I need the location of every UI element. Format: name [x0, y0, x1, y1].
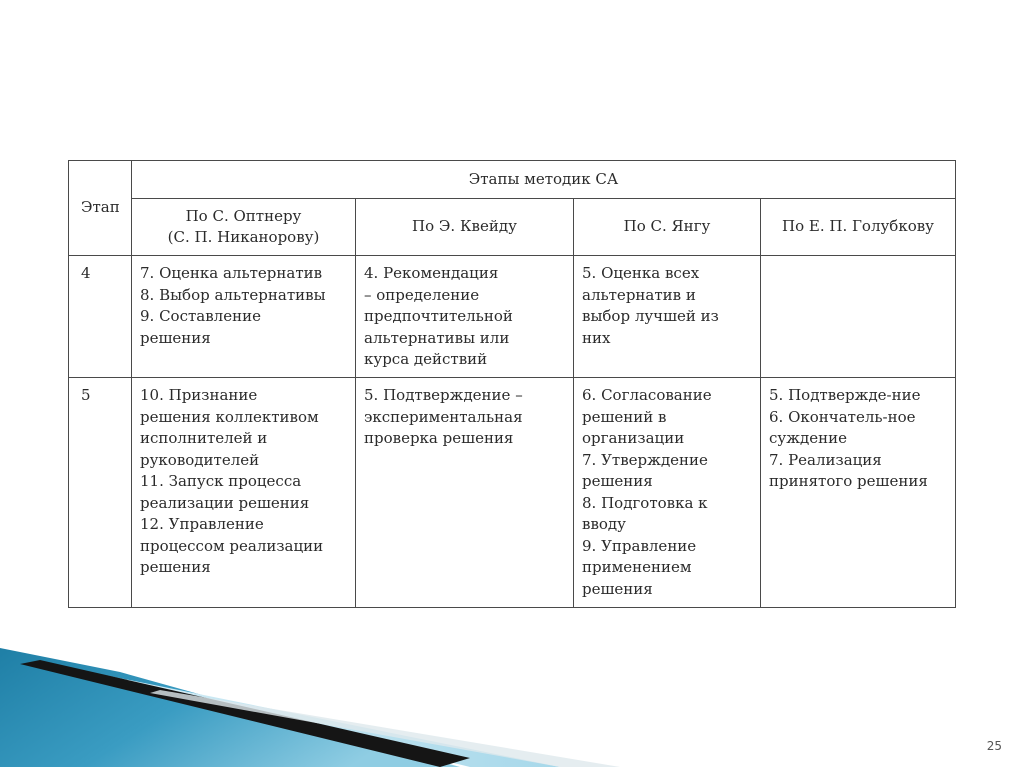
stage-cell: 4: [69, 256, 132, 378]
cell-line: вводу: [582, 515, 626, 533]
cell-line: решения: [582, 579, 653, 598]
header-line: По С. Оптнеру: [185, 206, 302, 225]
table-cell: [132, 256, 356, 378]
cell-line: решения коллективом: [140, 407, 319, 426]
cell-line: 8. Выбор альтернативы: [140, 285, 326, 304]
cell-line: проверка решения: [364, 429, 514, 447]
cell-line: 10. Признание: [140, 386, 258, 404]
cell-line: экспериментальная: [364, 407, 523, 426]
cell-line: процессом реализации: [140, 536, 324, 555]
cell-line: применением: [582, 558, 692, 576]
cell-line: курса действий: [364, 350, 488, 368]
table-row: [69, 256, 956, 378]
table-row: [69, 378, 956, 608]
cell-line: альтернатив и: [582, 285, 696, 304]
cell-line: 4. Рекомендация: [364, 264, 499, 282]
band-pale-stripe: [150, 690, 620, 767]
cell-line: решения: [140, 558, 211, 576]
cell-line: 5. Подтвержде-ние: [769, 386, 921, 404]
table-cell: [356, 256, 574, 378]
methods-table: [68, 160, 956, 608]
header-line: (С. П. Никанорову): [167, 228, 320, 246]
cell-line: альтернативы или: [364, 328, 510, 347]
cell-line: руководителей: [140, 450, 260, 469]
table-cell-empty: [761, 256, 956, 378]
column-header: [132, 199, 356, 256]
cell-line: исполнителей и: [140, 429, 268, 447]
table-cell: [574, 256, 761, 378]
header-line: По Э. Квейду: [412, 217, 517, 236]
cell-line: 5. Подтверждение –: [364, 386, 523, 404]
header-line: По С. Янгу: [623, 217, 711, 236]
cell-line: 7. Оценка альтернатив: [140, 264, 323, 282]
cell-line: реализации решения: [140, 493, 310, 512]
cell-line: 9. Составление: [140, 307, 261, 325]
table-cell: [356, 378, 574, 608]
cell-line: 5. Оценка всех: [582, 264, 700, 282]
cell-line: 6. Окончатель-ное: [769, 407, 916, 426]
cell-line: 6. Согласование: [582, 386, 712, 404]
cell-line: решения: [582, 472, 653, 490]
stage-cell: 5: [69, 378, 132, 608]
band-dark-stripe: [20, 660, 470, 767]
band-blue-shape: [0, 648, 460, 767]
column-header: [356, 199, 574, 256]
cell-line: организации: [582, 429, 685, 447]
cell-line: них: [582, 328, 611, 347]
cell-line: 11. Запуск процесса: [140, 472, 302, 490]
table-cell: [132, 378, 356, 608]
stage-header: Этап: [69, 161, 132, 256]
column-header: [761, 199, 956, 256]
cell-line: предпочтительной: [364, 307, 513, 325]
header-line: По Е. П. Голубкову: [782, 217, 935, 236]
cell-line: суждение: [769, 429, 848, 447]
column-header: [574, 199, 761, 256]
cell-line: – определение: [364, 285, 480, 304]
cell-line: 9. Управление: [582, 536, 697, 555]
cell-line: выбор лучшей из: [582, 307, 719, 325]
cell-line: 12. Управление: [140, 515, 264, 533]
group-header: Этапы методик СА: [132, 161, 956, 199]
cell-line: решения: [140, 328, 211, 347]
table-cell: [761, 378, 956, 608]
cell-line: 8. Подготовка к: [582, 493, 708, 512]
page-number: 25: [986, 739, 1002, 753]
cell-line: 7. Реализация: [769, 450, 882, 469]
cell-line: решений в: [582, 407, 667, 426]
band-light-shape: [60, 666, 560, 767]
table-cell: [574, 378, 761, 608]
cell-line: принятого решения: [769, 472, 928, 490]
cell-line: 7. Утверждение: [582, 450, 708, 469]
